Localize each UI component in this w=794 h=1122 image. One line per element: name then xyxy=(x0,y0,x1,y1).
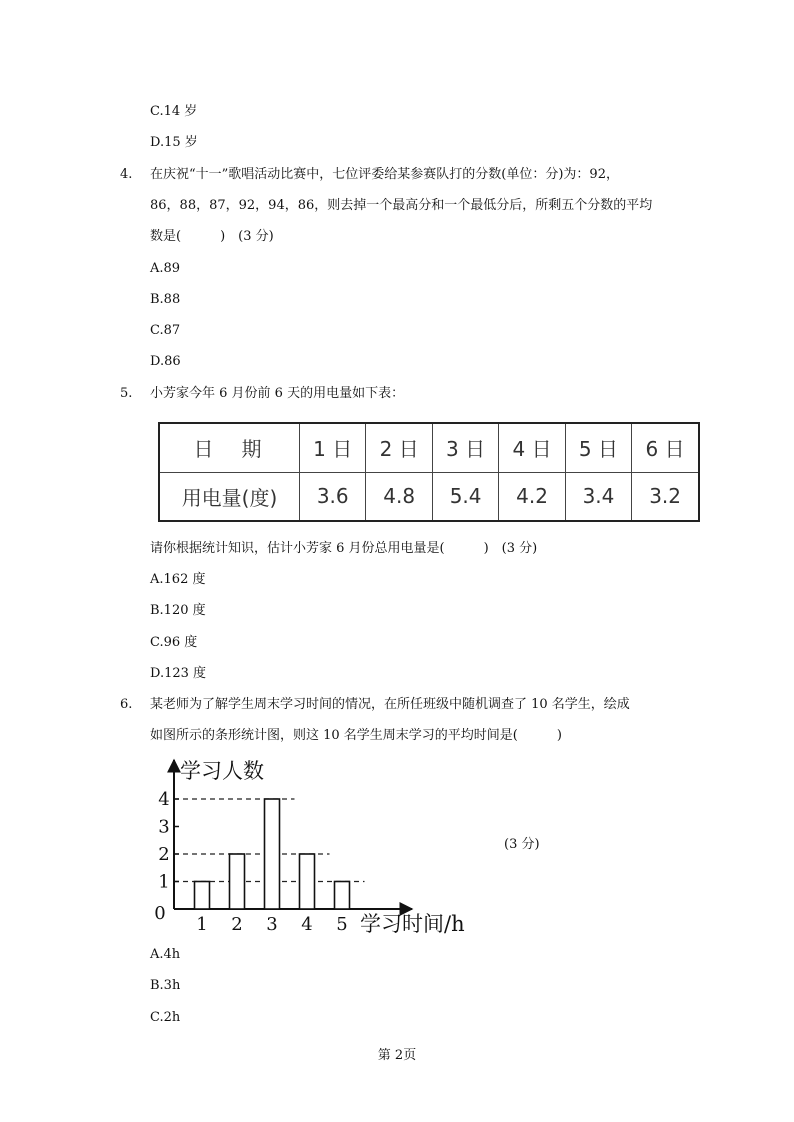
usage-cell: 3.2 xyxy=(632,472,699,521)
q4-stem-line1: 在庆祝“十一”歌唱活动比赛中，七位评委给某参赛队打的分数(单位：分)为：92， xyxy=(150,167,619,182)
y-tick-label: 1 xyxy=(158,871,170,893)
usage-cell: 3.4 xyxy=(565,472,631,521)
x-tick-label: 1 xyxy=(196,914,208,935)
bar xyxy=(265,799,280,909)
y-tick-label: 2 xyxy=(158,844,170,865)
table-row xyxy=(159,423,699,472)
table-row xyxy=(159,472,699,521)
page-footer: 第 2页 xyxy=(377,1048,417,1063)
y-tick-label: 4 xyxy=(158,789,170,810)
usage-cell: 4.8 xyxy=(366,472,432,521)
usage-cell: 3.6 xyxy=(300,472,366,521)
q4-option-c: C.87 xyxy=(150,323,181,338)
q5-stem: 小芳家今年 6 月份前 6 天的用电量如下表： xyxy=(150,386,405,401)
q5-option-c: C.96 度 xyxy=(150,635,198,650)
usage-header-cell: 用电量(度) xyxy=(159,472,300,521)
q3-option-c: C.14 岁 xyxy=(150,104,198,119)
q6-option-a: A.4h xyxy=(150,947,181,962)
y-tick-label: 3 xyxy=(158,816,170,838)
x-axis-label: 学习时间/h xyxy=(360,912,465,936)
q6-number: 6. xyxy=(120,697,133,712)
q6-option-c: C.2h xyxy=(150,1010,181,1025)
q6-option-b: B.3h xyxy=(150,978,181,993)
electricity-usage-table xyxy=(158,422,700,522)
q4-option-a: A.89 xyxy=(150,261,181,276)
study-time-bar-chart xyxy=(150,756,495,936)
x-tick-label: 2 xyxy=(231,914,243,935)
usage-cell: 5.4 xyxy=(432,472,498,521)
day-cell: 1 日 xyxy=(300,423,366,472)
x-tick-label: 5 xyxy=(336,914,348,935)
q4-number: 4. xyxy=(120,167,133,182)
q3-option-d: D.15 岁 xyxy=(150,135,198,150)
day-cell: 6 日 xyxy=(632,423,699,472)
q4-stem-line2: 86，88，87，92，94，86，则去掉一个最高分和一个最低分后，所剩五个分数的平均 xyxy=(150,198,653,213)
bar xyxy=(335,882,350,910)
q5-option-d: D.123 度 xyxy=(150,666,207,681)
day-cell: 5 日 xyxy=(565,423,631,472)
q5-question: 请你根据统计知识，估计小芳家 6 月份总用电量是( ) (3 分) xyxy=(150,541,538,556)
q6-stem-line2: 如图所示的条形统计图，则这 10 名学生周末学习的平均时间是( ) xyxy=(150,728,562,743)
q6-score: (3 分) xyxy=(504,837,540,852)
q5-option-b: B.120 度 xyxy=(150,603,206,618)
day-cell: 4 日 xyxy=(499,423,565,472)
x-tick-label: 3 xyxy=(266,914,278,935)
q5-number: 5. xyxy=(120,386,133,401)
q4-option-d: D.86 xyxy=(150,354,181,369)
date-header-cell: 日 期 xyxy=(159,423,300,472)
q4-option-b: B.88 xyxy=(150,292,181,307)
usage-cell: 4.2 xyxy=(499,472,565,521)
day-cell: 2 日 xyxy=(366,423,432,472)
bar xyxy=(230,854,245,909)
bar xyxy=(300,854,315,909)
q5-option-a: A.162 度 xyxy=(150,572,206,587)
x-tick-label: 4 xyxy=(301,914,313,935)
day-cell: 3 日 xyxy=(432,423,498,472)
q6-stem-line1: 某老师为了解学生周末学习时间的情况，在所任班级中随机调查了 10 名学生，绘成 xyxy=(150,697,630,712)
y-tick-label: 0 xyxy=(154,903,166,924)
y-axis-label: 学习人数 xyxy=(180,759,264,783)
bar xyxy=(195,882,210,910)
q4-stem-line3: 数是( ) (3 分) xyxy=(150,229,274,244)
